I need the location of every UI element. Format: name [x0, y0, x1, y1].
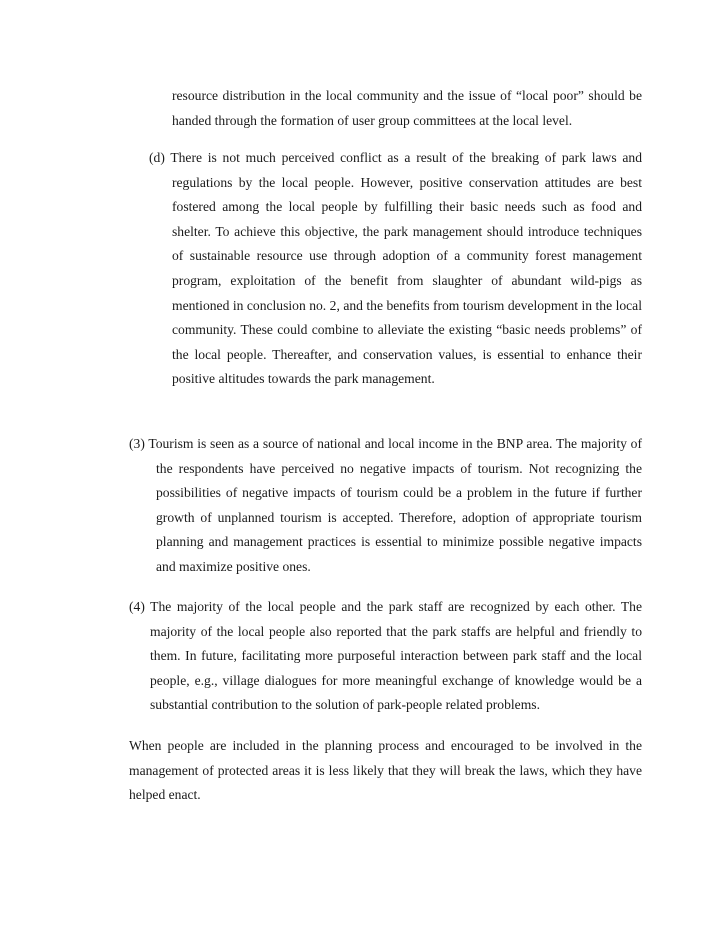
paragraph-3: (3) Tourism is seen as a source of national and local income in the BNP area. The majority of the respondents have perceived no negative impacts of tourism. Not recognizing the possibilities of negative impacts of tourism could be a problem in the future if further growth of unplanned tourism is accepted. Therefore, adoption of appropriate tourism planning and management practices is essential to minimize possible negative impacts and maximize positive ones.: [129, 436, 642, 574]
paragraph-closing: When people are included in the planning process and encouraged to be involved in the management of protected areas it is less likely that they will break the laws, which they have helped enact.: [129, 738, 642, 803]
paragraph-4: (4) The majority of the local people and the park staff are recognized by each other. The majority of the local people also reported that the park staffs are helpful and friendly to them. In future, facilitating more purposeful interaction between park staff and the local people, e.g., village dialogues for more meaningful exchange of knowledge would be a substantial contribution to the solution of park-people related problems.: [129, 599, 642, 713]
paragraph-c-continuation: resource distribution in the local community and the issue of “local poor” should be handed through the formation of user group committees at the local level.: [172, 88, 642, 128]
paragraph-d: (d) There is not much perceived conflict as a result of the breaking of park laws and regulations by the local people. However, positive conservation attitudes are best fostered among the local people by fulfilling their basic needs such as food and shelter. To achieve this objective, the park management should introduce techniques of sustainable resource use through adoption of a community forest management program, exploitation of the benefit from slaughter of abundant wild-pigs as mentioned in conclusion no. 2, and the benefits from tourism development in the local community. These could combine to alleviate the existing “basic needs problems” of the local people. Thereafter, and conservation values, is essential to enhance their positive altitudes towards the park management.: [149, 150, 642, 387]
